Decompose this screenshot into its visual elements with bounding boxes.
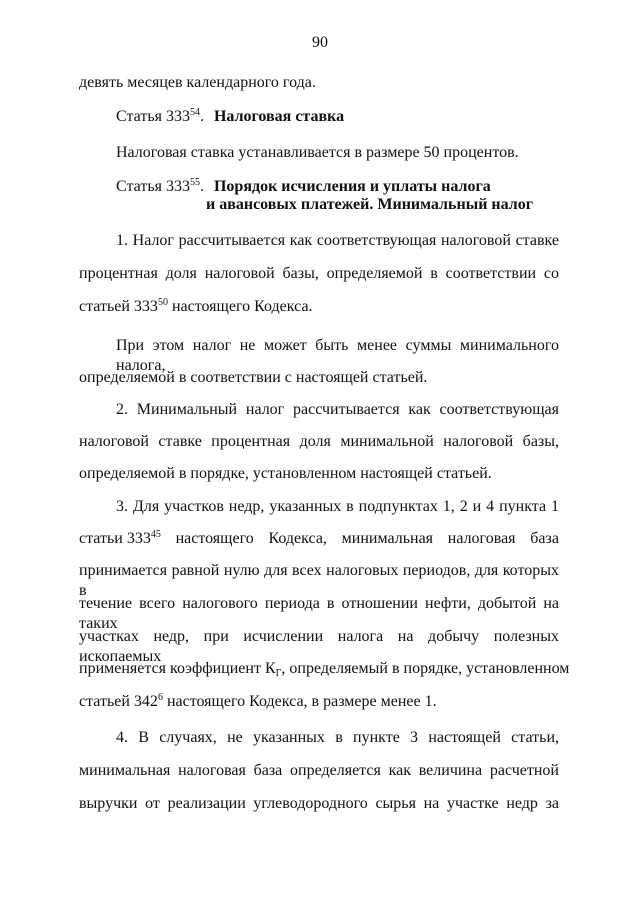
paragraph-line: девять месяцев календарного года. — [79, 74, 316, 91]
paragraph-line: Налоговая ставка устанавливается в размере 50 процентов. — [116, 144, 519, 161]
page-number: 90 — [312, 34, 328, 51]
paragraph-line: течение всего налогового периода в отношении нефти, добытой на таких — [79, 595, 559, 632]
paragraph-line: 4. В случаях, не указанных в пункте 3 настоящей статьи, — [116, 729, 559, 746]
paragraph-line: принимается равной нулю для всех налоговых периодов, для которых в — [79, 562, 559, 599]
text-span: налоговая — [447, 530, 516, 547]
superscript: 6 — [157, 692, 163, 703]
paragraph-line — [79, 297, 313, 317]
text-span: настоящего Кодекса. — [167, 298, 313, 315]
article-number: Статья 333 — [116, 178, 190, 195]
paragraph-line: выручки от реализации углеводородного сырья на участке недр за — [79, 795, 559, 812]
article-dot: . — [199, 108, 204, 125]
text-span — [79, 659, 569, 679]
article-title: Порядок исчисления и уплаты налога — [213, 178, 491, 195]
paragraph-line: 2. Минимальный налог рассчитывается как соответствующая — [116, 401, 559, 418]
text-span: Кодекса, — [268, 530, 327, 547]
paragraph-line — [79, 529, 559, 549]
text-span: применяется коэффициент К — [79, 660, 276, 677]
article-title: Налоговая ставка — [213, 108, 345, 125]
text-span: база — [530, 530, 559, 547]
paragraph-line: участках недр, при исчислении налога на добычу полезных ископаемых — [79, 628, 559, 665]
paragraph-line: налоговой ставке процентная доля минимальной налоговой базы, — [79, 433, 559, 450]
text-span: статьей 342 — [79, 693, 158, 710]
article-heading-333-55 — [116, 177, 491, 197]
article-superscript: 55 — [189, 177, 200, 188]
article-superscript: 54 — [189, 107, 200, 118]
paragraph-line: При этом налог не может быть менее суммы минимального налога, — [116, 337, 559, 374]
text-span: статьи 333 — [79, 530, 151, 547]
text-span: минимальная — [341, 530, 434, 547]
article-title-continued: и авансовых платежей. Минимальный налог — [206, 196, 534, 213]
text-span: статьей 333 — [79, 298, 158, 315]
paragraph-line: процентная доля налоговой базы, определяемой в соответствии со — [79, 265, 559, 282]
article-heading-333-54 — [116, 107, 344, 127]
text-span: настоящего Кодекса, в размере менее 1. — [162, 693, 437, 710]
paragraph-line — [79, 692, 437, 712]
superscript: 50 — [157, 297, 168, 308]
superscript: 45 — [150, 529, 161, 540]
paragraph-line: 1. Налог рассчитывается как соответствующая налоговой ставке — [116, 232, 559, 249]
subscript: Г — [275, 668, 282, 679]
text-span — [79, 529, 161, 549]
paragraph-line: определяемой в соответствии с настоящей статьей. — [79, 369, 428, 386]
paragraph-line — [79, 659, 570, 679]
article-number: Статья 333 — [116, 108, 190, 125]
text-span: настоящего — [175, 530, 254, 547]
text-span: , определяемый в порядке, установленном — [281, 660, 570, 677]
paragraph-line: минимальная налоговая база определяется как величина расчетной — [79, 762, 559, 779]
paragraph-line: определяемой в порядке, установленном настоящей статьей. — [79, 465, 492, 482]
article-dot: . — [199, 178, 204, 195]
paragraph-line: 3. Для участков недр, указанных в подпунктах 1, 2 и 4 пункта 1 — [116, 498, 559, 515]
